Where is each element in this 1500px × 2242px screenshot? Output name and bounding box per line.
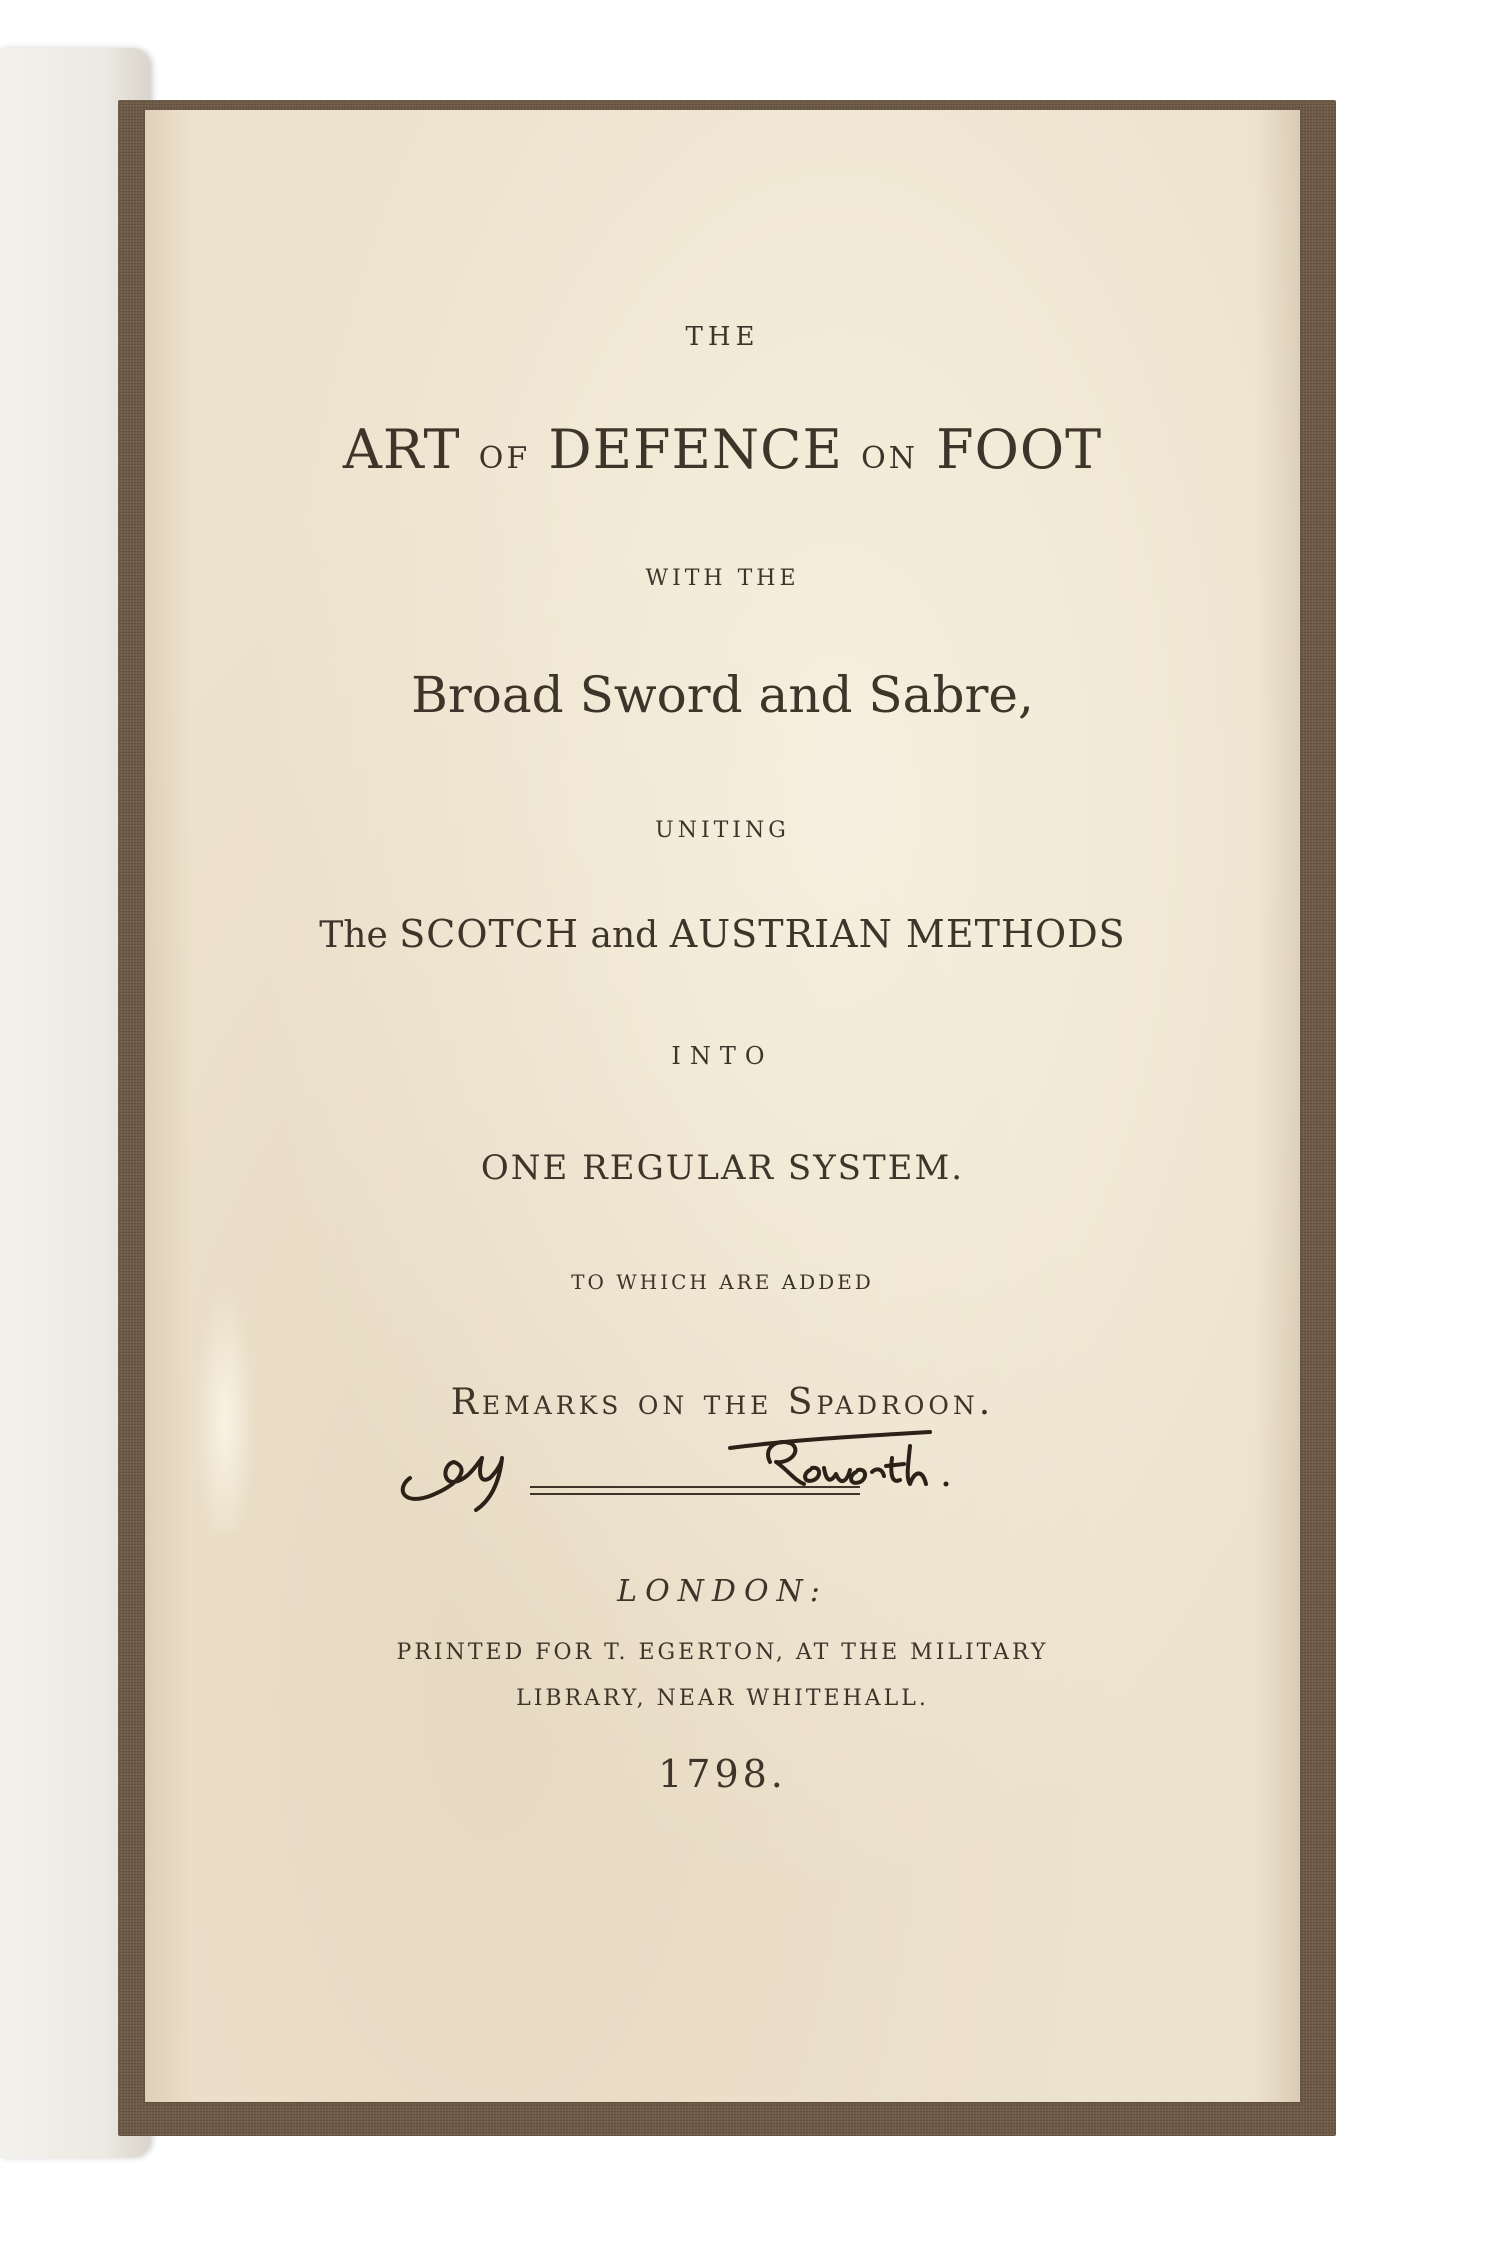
remarks-spadroon-line: Remarks on the Spadroon. xyxy=(450,1382,995,1423)
imprint-line-1: PRINTED FOR T. EGERTON, AT THE MILITARY xyxy=(396,1640,1049,1665)
main-title xyxy=(145,418,1300,481)
scotch-the-word: The xyxy=(319,915,388,956)
uniting-line: UNITING xyxy=(655,818,790,843)
one-regular-system-line: ONE REGULAR SYSTEM. xyxy=(480,1148,965,1188)
scotch-austrian-line xyxy=(145,912,1300,956)
title-word-foot: FOOT xyxy=(936,418,1103,481)
title-page xyxy=(145,110,1300,2102)
with-the-line: WITH THE xyxy=(645,566,800,591)
to-which-are-added-line: TO WHICH ARE ADDED xyxy=(571,1270,874,1294)
handwritten-inscription xyxy=(390,1418,1070,1518)
title-word-on: ON xyxy=(861,441,918,476)
double-rule-divider xyxy=(530,1486,860,1495)
title-word-of: OF xyxy=(478,441,531,476)
publication-year: 1798. xyxy=(658,1752,787,1796)
title-word-defence: DEFENCE xyxy=(548,418,843,481)
imprint-line-2: LIBRARY, NEAR WHITEHALL. xyxy=(516,1686,929,1711)
title-word-art: ART xyxy=(342,418,461,481)
scotch-and-word: and xyxy=(590,915,659,956)
austrian-methods-words: AUSTRIAN METHODS xyxy=(669,912,1126,956)
scotch-word: SCOTCH xyxy=(399,912,580,956)
london-line: LONDON: xyxy=(617,1574,828,1609)
broad-sword-line: Broad Sword and Sabre, xyxy=(411,666,1034,724)
into-line: INTO xyxy=(671,1042,774,1070)
title-the: THE xyxy=(685,322,760,352)
